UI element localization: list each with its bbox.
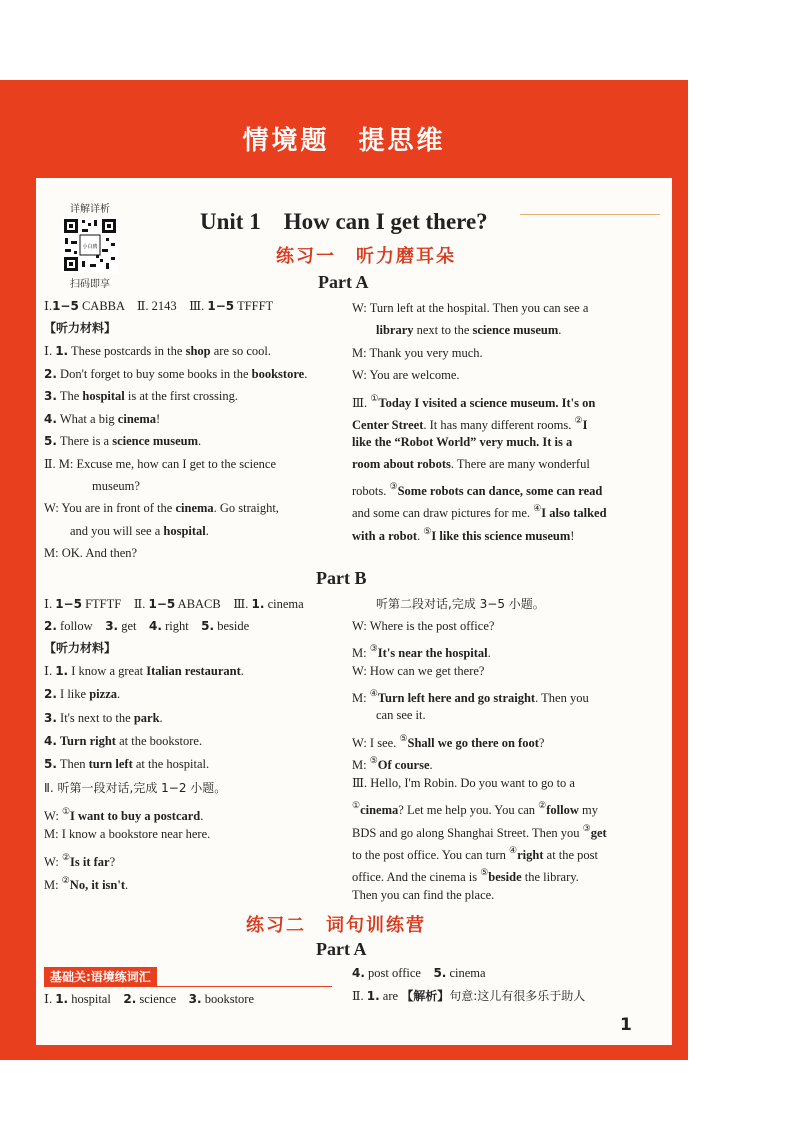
b-item-5: 5. Then turn left at the hospital. (44, 757, 210, 771)
a-right-6: Center Street. It has many different rooms. ②I (352, 415, 588, 432)
qr-bottom-label: 扫码即享 (70, 279, 110, 290)
b-answers: Ⅰ. 1−5 FTFTF Ⅱ. 1−5 ABACB Ⅲ. 1. cinema (44, 597, 304, 611)
a-item-3: 3. The hospital is at the first crossing. (44, 389, 238, 403)
a-right-8: room about robots. There are many wonderful (352, 457, 590, 471)
b-right-12: Then you can find the place. (352, 888, 495, 902)
part-a-heading-2: Part A (316, 939, 367, 959)
a-right-10: and some can draw pictures for me. ④I also talked (352, 503, 607, 520)
a-answers: Ⅰ.1−5 CABBA Ⅱ. 2143 Ⅲ. 1−5 TFFFT (44, 299, 274, 313)
a-dialog-1b: museum? (92, 479, 140, 493)
listening-label-b: 【听力材料】 (44, 641, 117, 655)
b-right-11: office. And the cinema is ⑤beside the library. (352, 867, 579, 884)
b-right-7: Ⅲ. Hello, I'm Robin. Do you want to go to a (352, 776, 575, 790)
b-right-10: to the post office. You can turn ④right at the post (352, 845, 599, 862)
a-right-11: with a robot. ⑤I like this science museum! (352, 526, 575, 543)
b-dialog-3: W: ②Is it far? (44, 852, 116, 869)
b-right-9: BDS and go along Shanghai Street. Then you ③get (352, 823, 607, 840)
a-item-5: 5. There is a science museum. (44, 434, 202, 448)
b-dialog-1: W: ①I want to buy a postcard. (44, 806, 204, 823)
a-item-4: 4. What a big cinema! (44, 412, 161, 426)
b-item-3: 3. It's next to the park. (44, 711, 163, 725)
b-right-4b: can see it. (376, 708, 426, 722)
b-right-5: W: I see. ⑤Shall we go there on foot? (352, 733, 545, 750)
c-left-1: Ⅰ. 1. hospital 2. science 3. bookstore (44, 992, 255, 1006)
b-answers-2: 2. follow 3. get 4. right 5. beside (44, 619, 250, 633)
b-right-1: W: Where is the post office? (352, 619, 495, 633)
section-1-title: 练习一 听力磨耳朵 (276, 246, 456, 267)
qr-center-text: 小白鸥 (82, 244, 98, 250)
b-right-2: M: ③It's near the hospital. (352, 643, 491, 660)
a-right-9: robots. ③Some robots can dance, some can read (352, 481, 603, 498)
b-dialog-intro: Ⅱ. 听第一段对话,完成 1−2 小题。 (44, 781, 227, 795)
c-right-1: 4. post office 5. cinema (352, 966, 486, 980)
a-right-3: M: Thank you very much. (352, 346, 483, 360)
unit-title: Unit 1 How can I get there? (200, 209, 488, 234)
basic-level-label: 基础关:语境练词汇 (44, 967, 157, 986)
b-right-intro: 听第二段对话,完成 3−5 小题。 (376, 597, 545, 611)
a-item-1: Ⅰ. 1. These postcards in the shop are so cool. (44, 344, 272, 358)
listening-label-a: 【听力材料】 (44, 321, 117, 335)
a-dialog-2b: and you will see a hospital. (70, 524, 209, 538)
section-2-title: 练习二 词句训练营 (246, 915, 426, 936)
a-dialog-1: Ⅱ. M: Excuse me, how can I get to the science (44, 457, 277, 471)
a-right-4: W: You are welcome. (352, 368, 460, 382)
b-right-4: M: ④Turn left here and go straight. Then you (352, 688, 589, 705)
a-item-2: 2. Don't forget to buy some books in the bookstore. (44, 367, 308, 381)
a-right-1: W: Turn left at the hospital. Then you can see a (352, 301, 589, 315)
a-right-5: Ⅲ. ①Today I visited a science museum. It's on (352, 393, 596, 410)
a-right-7: like the “Robot World” very much. It is a (352, 435, 573, 449)
a-right-2: library next to the science museum. (376, 323, 562, 337)
b-item-1: Ⅰ. 1. I know a great Italian restaurant. (44, 664, 244, 678)
banner-title: 情境题 提思维 (242, 126, 446, 156)
b-item-2: 2. I like pizza. (44, 687, 121, 701)
part-a-heading: Part A (318, 272, 369, 292)
qr-block (60, 200, 120, 290)
b-right-6: M: ⑤Of course. (352, 755, 433, 772)
a-dialog-3: M: OK. And then? (44, 546, 138, 560)
c-right-2: Ⅱ. 1. are 【解析】句意:这儿有很多乐于助人 (352, 989, 586, 1003)
title-rule (520, 214, 660, 215)
part-b-heading: Part B (316, 568, 367, 588)
b-dialog-4: M: ②No, it isn't. (44, 875, 129, 892)
page-number: 1 (620, 1015, 632, 1035)
qr-top-label: 详解详析 (70, 204, 110, 215)
basic-level-rule (44, 986, 332, 987)
qr-code-icon (62, 217, 118, 273)
b-right-8: ①cinema? Let me help you. You can ②follow my (352, 800, 598, 817)
b-right-3: W: How can we get there? (352, 664, 485, 678)
b-item-4: 4. Turn right at the bookstore. (44, 734, 203, 748)
a-dialog-2: W: You are in front of the cinema. Go straight, (44, 501, 279, 515)
b-dialog-2: M: I know a bookstore near here. (44, 827, 211, 841)
